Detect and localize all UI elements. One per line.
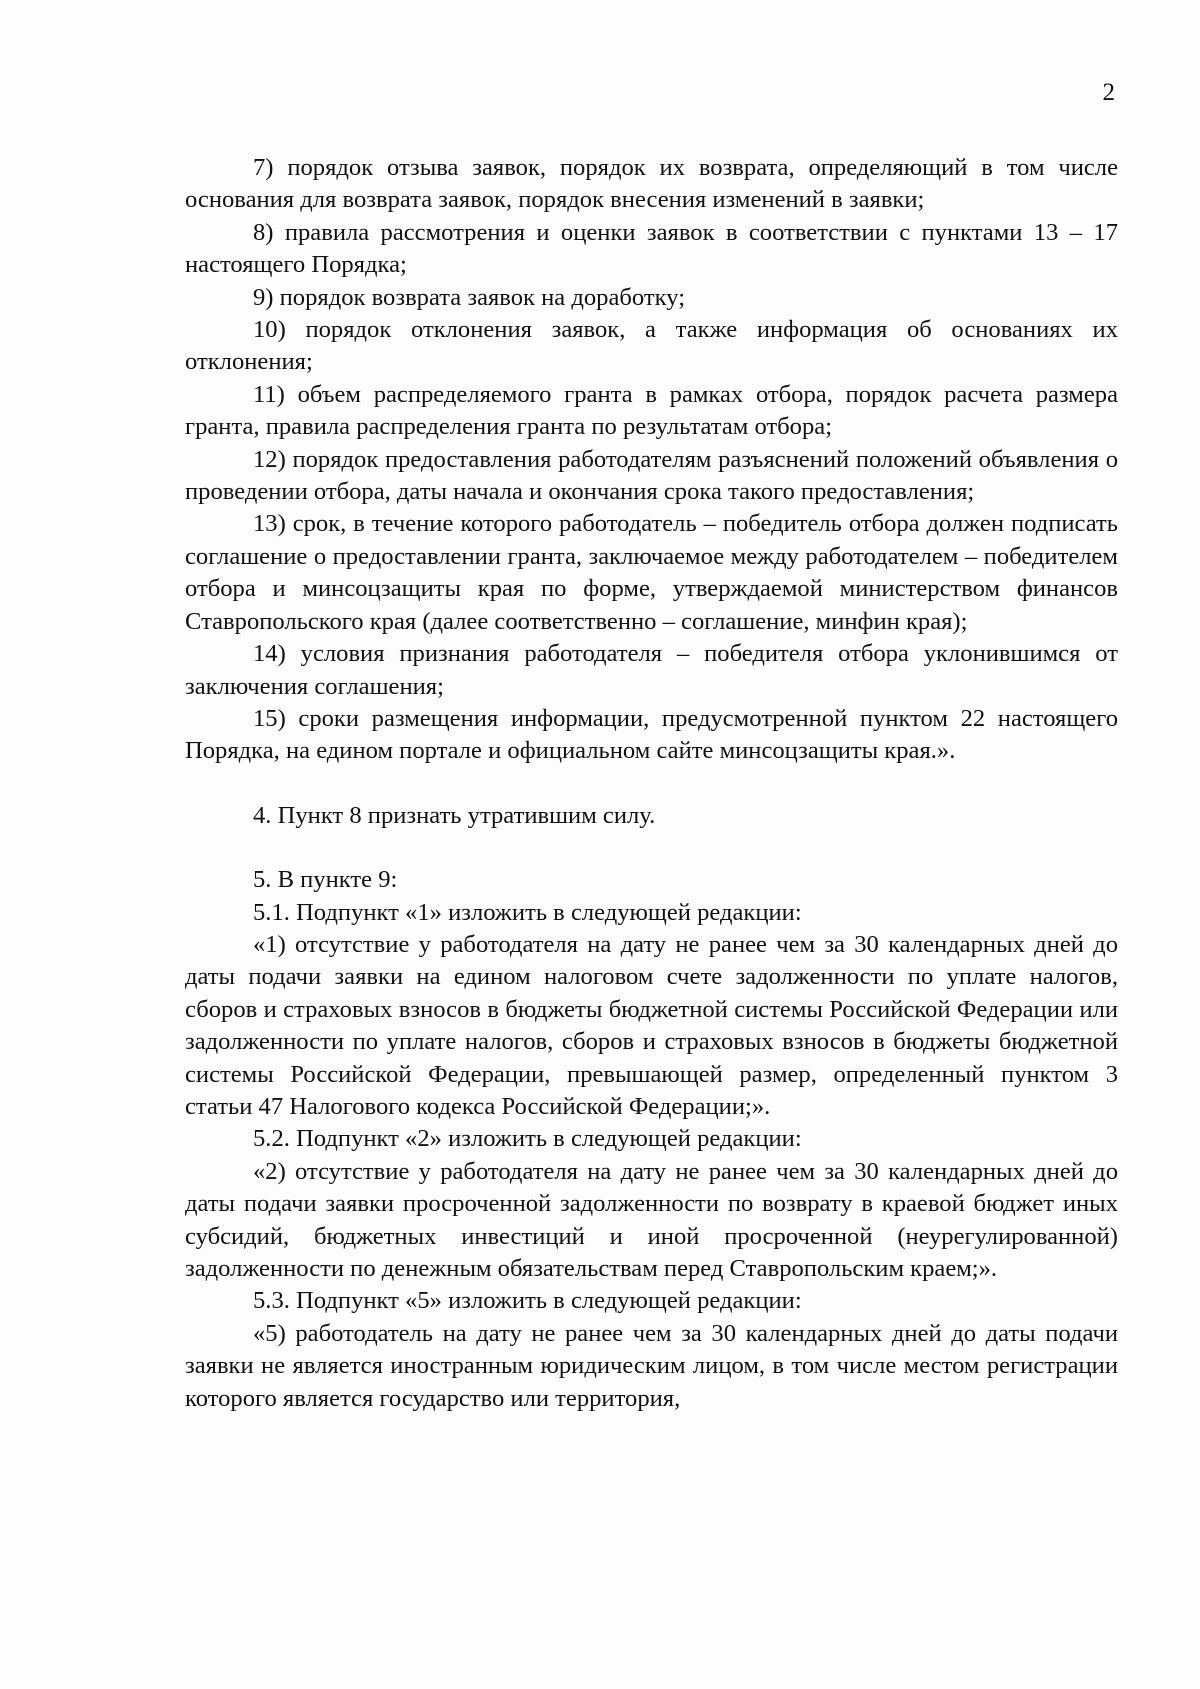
document-body (185, 152, 1118, 1415)
paragraph-item-7: 7) порядок отзыва заявок, порядок их возврата, определяющий в том числе основания для возврата заявок, порядок внесения изменений в заявки; (185, 154, 1118, 214)
page-number: 2 (1102, 79, 1115, 106)
paragraph-item-13: 13) срок, в течение которого работодатель – победитель отбора должен подписать соглашение о предоставлении гранта, заключаемое между работодателем – победителем отбора и минсоцзащиты края по форме, утверждаемой министерством финансов Ставропольского края (далее соответственно – соглашение, минфин края); (185, 510, 1118, 635)
paragraph-point-5-3: 5.3. Подпункт «5» изложить в следующей редакции: (253, 1287, 802, 1315)
paragraph-item-12: 12) порядок предоставления работодателям разъяснений положений объявления о проведении отбора, даты начала и окончания срока такого предоставления; (185, 445, 1118, 506)
paragraph-point-4: 4. Пункт 8 признать утратившим силу. (253, 801, 656, 829)
paragraph-point-5-1: 5.1. Подпункт «1» изложить в следующей редакции: (253, 898, 802, 926)
paragraph-point-5: 5. В пункте 9: (253, 866, 398, 894)
paragraph-item-10: 10) порядок отклонения заявок, а также информация об основаниях их отклонения; (185, 316, 1118, 376)
paragraph-point-5-2: 5.2. Подпункт «2» изложить в следующей редакции: (253, 1125, 802, 1153)
paragraph-item-9: 9) порядок возврата заявок на доработку; (253, 283, 686, 311)
paragraph-point-5-2-text: «2) отсутствие у работодателя на дату не ранее чем за 30 календарных дней до даты подачи заявки просроченной задолженности по возврату в краевой бюджет иных субсидий, бюджетных инвестиций и иной просроченной (неурегулированной) задолженности по денежным обязательствам перед Ставропольским краем;». (185, 1157, 1118, 1282)
paragraph-point-5-3-text: «5) работодатель на дату не ранее чем за 30 календарных дней до даты подачи заявки не является иностранным юридическим лицом, в том числе местом регистрации которого является государство или территория, (185, 1319, 1118, 1412)
paragraph-point-5-1-text: «1) отсутствие у работодателя на дату не ранее чем за 30 календарных дней до даты подачи заявки на едином налоговом счете задолженности по уплате налогов, сборов и страховых взносов в бюджеты бюджетной системы Российской Федерации или задолженности по уплате налогов, сборов и страховых взносов в бюджеты бюджетной системы Российской Федерации, превышающей размер, определенный пунктом 3 статьи 47 Налогового кодекса Российской Федерации;». (185, 930, 1118, 1120)
paragraph-item-15: 15) сроки размещения информации, предусмотренной пунктом 22 настоящего Порядка, на едином портале и официальном сайте минсоцзащиты края.». (185, 704, 1118, 765)
paragraph-item-8: 8) правила рассмотрения и оценки заявок в соответствии с пунктами 13 – 17 настоящего Порядка; (185, 218, 1118, 279)
paragraph-item-11: 11) объем распределяемого гранта в рамках отбора, порядок расчета размера гранта, правила распределения гранта по результатам отбора; (185, 380, 1118, 441)
paragraph-item-14: 14) условия признания работодателя – победителя отбора уклонившимся от заключения соглашения; (185, 640, 1118, 700)
